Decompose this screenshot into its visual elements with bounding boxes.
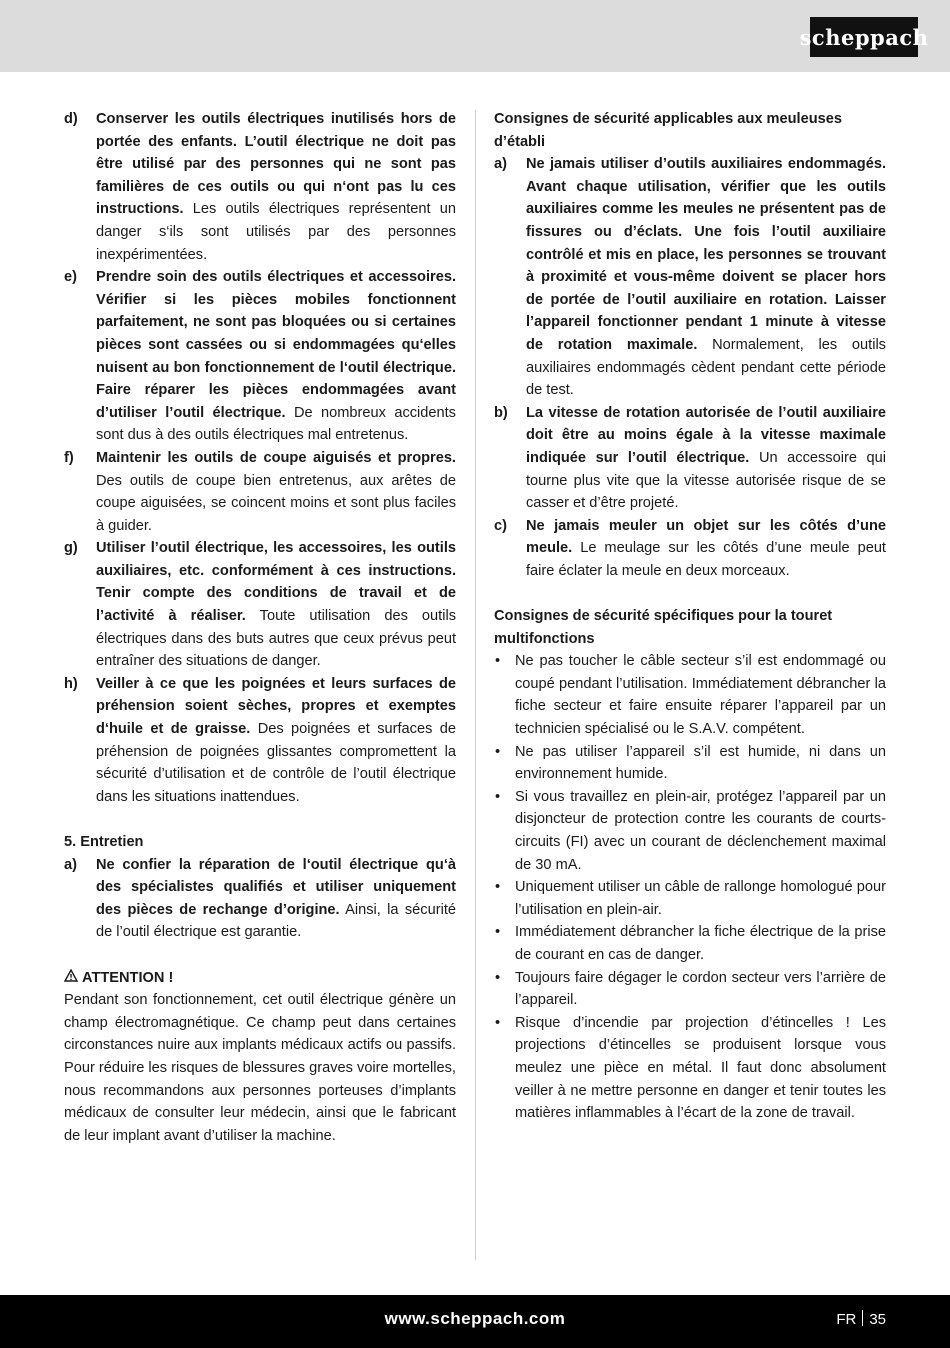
list-item: b) La vitesse de rotation autorisée de l’outil auxiliaire doit être au moins égale à la vitesse maximale indiquée sur l’outil électrique. Un accessoire qui tourne plus vite que la vitesse autorisée risque de se casser et d’être projeté. [494, 404, 886, 512]
list-item: c) Ne jamais meuler un objet sur les côtés d’une meule. Le meulage sur les côtés d’une meule peut faire éclater la meule en deux morceaux. [494, 517, 886, 579]
header-bar [0, 0, 950, 72]
list-item: f) Maintenir les outils de coupe aiguisés et propres. Des outils de coupe bien entretenus, aux arêtes de coupe aiguisées, se coincent moins et sont plus faciles à guider. [64, 449, 456, 534]
attention-text: Pendant son fonctionnement, cet outil électrique génère un champ électromagnétique. Ce champ peut dans certaines circonstances nuire aux implants médicaux actifs ou passifs. Pour réduire les risques de blessures graves voire mortelles, nous recommandons aux personnes porteuses d’implants médicaux de consulter leur médecin, ainsi que le fabricant de leur implant avant d’utiliser la machine. [64, 992, 456, 1144]
section-heading-touret: Consignes de sécurité spécifiques pour la touret multifonctions [494, 608, 833, 647]
section-heading-grinders: Consignes de sécurité applicables aux meuleuses d’établi [494, 111, 842, 150]
bullet-item: • Ne pas utiliser l’appareil s’il est humide, ni dans un environnement humide. [495, 743, 886, 783]
attention-heading: ATTENTION ! [64, 967, 456, 990]
bullet-item: • Risque d’incendie par projection d’étincelles ! Les projections d’étincelles se produisent lorsque vous meulez une pièce en métal. Il faut donc absolument veiller à ne mettre personne en danger et tenir toutes les matières inflammables à l’écart de la zone de travail. [495, 1014, 886, 1122]
list-item: e) Prendre soin des outils électriques et accessoires. Vérifier si les pièces mobiles fonctionnent parfaitement, ne sont pas bloquées ou si certaines pièces sont cassées ou si endommagées qu‘elles nuisent au bon fonctionnement de l‘outil électrique. Faire réparer les pièces endommagées avant d’utiliser l’outil électrique. De nombreux accidents sont dus à des outils électriques mal entretenus. [64, 269, 456, 444]
list-item: a) Ne jamais utiliser d’outils auxiliaires endommagés. Avant chaque utilisation, vérifier que les outils auxiliaires comme les meules ne présentent pas de fissures ou d’éclats. Une fois l’outil auxiliaire contrôlé et mis en place, les personnes se trouvant à proximité et vous-même doivent se placer hors de portée de l’outil auxiliaire en rotation. Laisser l’appareil fonctionner pendant 1 minute à vitesse de rotation maximale. Normalement, les outils auxiliaires endommagés cèdent pendant cette période de test. [494, 156, 886, 399]
bullet-item: • Uniquement utiliser un câble de rallonge homologué pour l’utilisation en plein-air. [495, 879, 886, 918]
list-item: g) Utiliser l’outil électrique, les accessoires, les outils auxiliaires, etc. conformément à ces instructions. Tenir compte des conditions de travail et de l’activité à réaliser. Toute utilisation des outils électriques dans des buts autres que ceux prévus peut entraîner des situations de danger. [64, 540, 456, 670]
page-number: FR 35 [836, 1311, 886, 1328]
bullet-item: • Ne pas toucher le câble secteur s’il est endommagé ou coupé pendant l’utilisation. Immédiatement débrancher la fiche secteur et faire ensuite réparer l’appareil par un technicien spécialisé ou le S.A.V. compétent. [495, 653, 886, 738]
list-item: h) Veiller à ce que les poignées et leurs surfaces de préhension soient sèches, propres et exemptes d‘huile et de graisse. Des poignées et surfaces de préhension de poignées glissantes compromettent la sécurité d’utilisation et de contrôle de l’outil électrique dans les situations inattendues. [64, 675, 456, 805]
footer-bar [0, 1295, 950, 1348]
bullet-item: • Immédiatement débrancher la fiche électrique de la prise de courant en cas de danger. [495, 924, 886, 963]
list-item: d) Conserver les outils électriques inutilisés hors de portée des enfants. L’outil électrique ne doit pas être utilisé par des personnes qui ne sont pas familières de ces outils ou qui n‘ont pas lu ces instructions. Les outils électriques représentent un danger s‘ils sont utilisés par des personnes inexpérimentées. [64, 111, 456, 263]
brand-logo: scheppach [810, 17, 918, 57]
bullet-item: • Toujours faire dégager le cordon secteur vers l’arrière de l’appareil. [495, 969, 886, 1009]
warning-triangle-icon [64, 967, 78, 990]
right-column [494, 108, 886, 1125]
left-column [64, 108, 456, 1147]
section-heading-maintenance: 5. Entretien [64, 834, 144, 850]
column-divider [475, 110, 476, 1260]
list-item: a) Ne confier la réparation de l‘outil électrique qu‘à des spécialistes qualifiés et utiliser uniquement des pièces de rechange d’origine. Ainsi, la sécurité de l’outil électrique est garantie. [64, 856, 456, 941]
website-link[interactable]: www.scheppach.com [384, 1309, 566, 1328]
bullet-item: • Si vous travaillez en plein-air, protégez l’appareil par un disjoncteur de protection contre les courants de courts-circuits (FI) avec un courant de déclenchement maximal de 30 mA. [495, 788, 886, 873]
